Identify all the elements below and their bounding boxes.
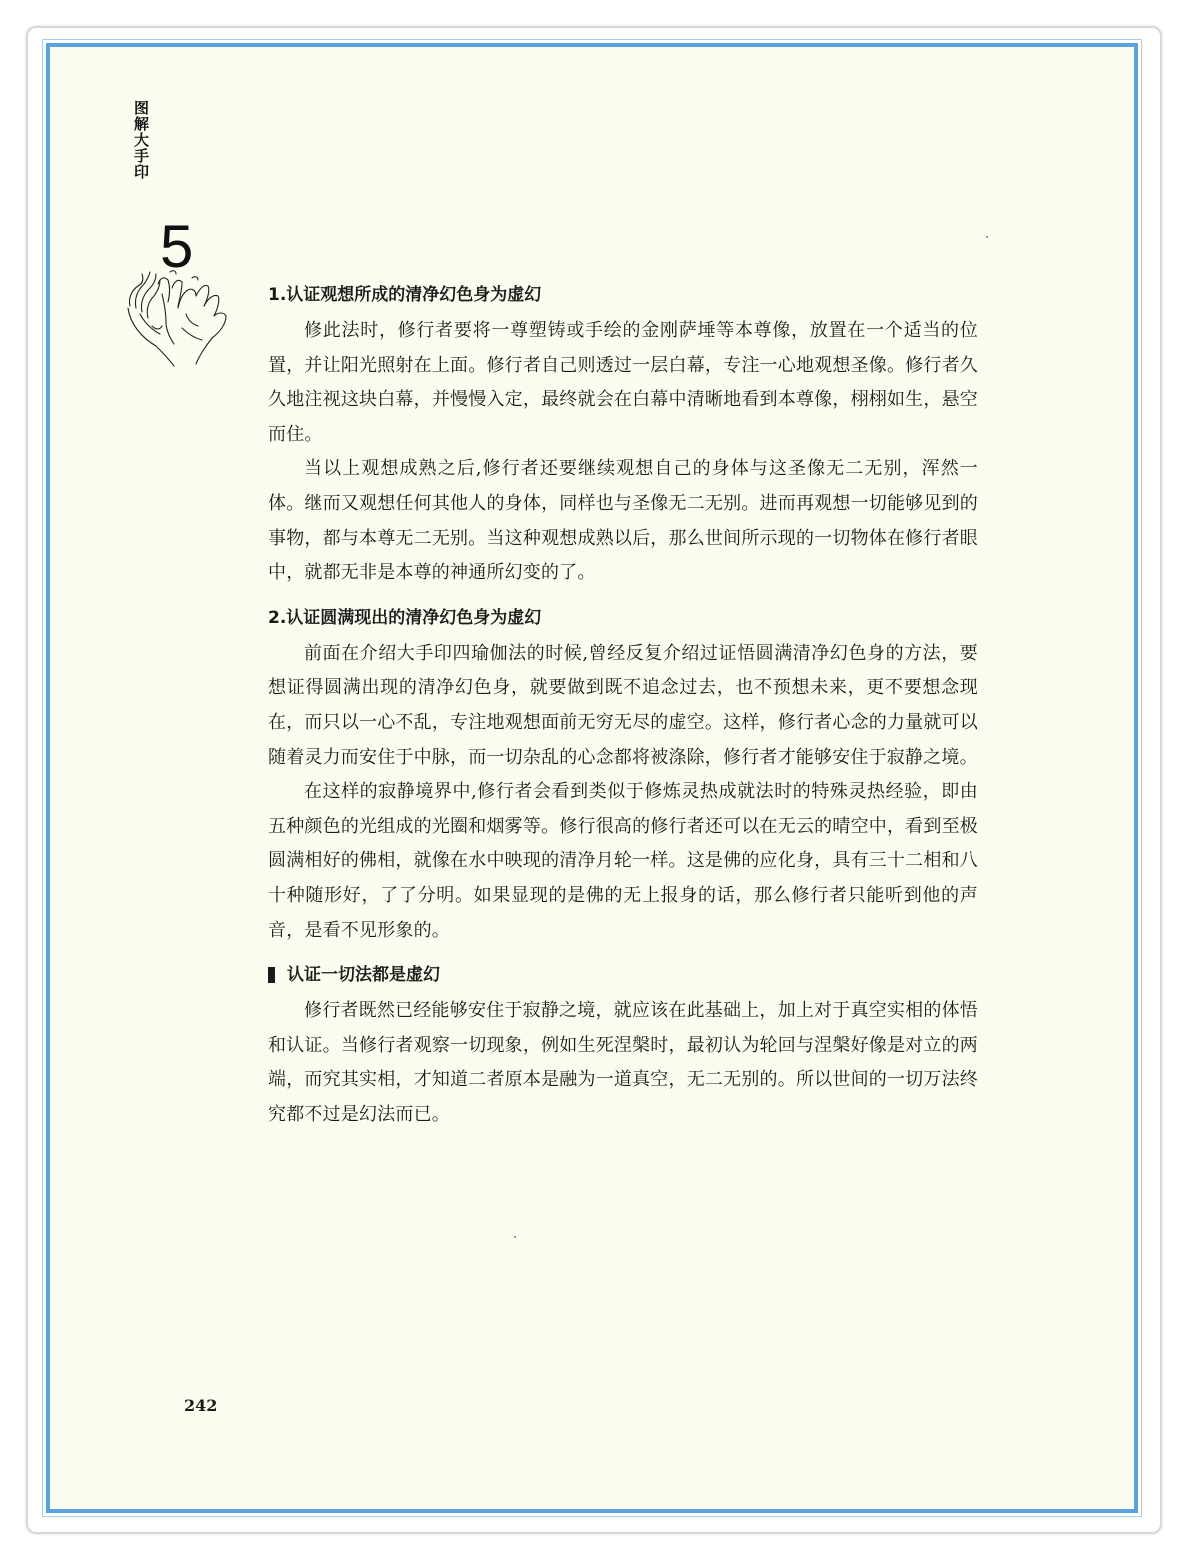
- section-heading: 2.认证圆满现出的清净幻色身为虚幻: [268, 607, 542, 628]
- heading-bar-marker: [268, 967, 275, 983]
- paragraph: 修行者既然已经能够安住于寂静之境，就应该在此基础上，加上对于真空实相的体悟和认证。当修行者观察一切现象，例如生死涅槃时，最初认为轮回与涅槃好像是对立的两端，而究其实相，才知道二者原本是融为一道真空，无二无别的。所以世间的一切万法终究都不过是幻法而已。: [268, 1000, 978, 1125]
- book-title-vertical: 图解大手印: [132, 100, 150, 180]
- paragraph: 修此法时，修行者要将一尊塑铸或手绘的金刚萨埵等本尊像，放置在一个适当的位置，并让阳光照射在上面。修行者自己则透过一层白幕，专注一心地观想圣像。修行者久久地注视这块白幕，并慢慢入定，最终就会在白幕中清晰地看到本尊像，栩栩如生，悬空而住。: [268, 320, 978, 445]
- section-2: [268, 605, 978, 948]
- speck: [986, 236, 988, 238]
- speck: [514, 1236, 516, 1238]
- section-heading: [268, 962, 978, 988]
- paragraph: 当以上观想成熟之后,修行者还要继续观想自己的身体与这圣像无二无别，浑然一体。继而又观想任何其他人的身体，同样也与圣像无二无别。进而再观想一切能够见到的事物，都与本尊无二无别。当这种观想成熟以后，那么世间所示现的一切物体在修行者眼中，就都无非是本尊的神通所幻变的了。: [268, 458, 978, 584]
- mudra-hands-illustration: [122, 268, 232, 368]
- section-heading: 1.认证观想所成的清净幻色身为虚幻: [268, 285, 542, 305]
- paragraph: 前面在介绍大手印四瑜伽法的时候,曾经反复介绍过证悟圆满清净幻色身的方法，要想证得圆满出现的清净幻色身，就要做到既不追念过去，也不预想未来，更不要想念现在，而只以一心不乱，专注地观想面前无穷无尽的虚空。这样，修行者心念的力量就可以随着灵力而安住于中脉，而一切杂乱的心念都将被涤除，修行者才能够安住于寂静之境。: [268, 642, 978, 768]
- main-content: [268, 282, 978, 1146]
- section-3: [268, 962, 978, 1132]
- paragraph: 在这样的寂静境界中,修行者会看到类似于修炼灵热成就法时的特殊灵热经验，即由五种颜色的光组成的光圈和烟雾等。修行很高的修行者还可以在无云的晴空中，看到至极圆满相好的佛相，就像在水中映现的清净月轮一样。这是佛的应化身，具有三十二相和八十种随形好，了了分明。如果显现的是佛的无上报身的话，那么修行者只能听到他的声音，是看不见形象的。: [268, 781, 978, 941]
- page-number: 242: [184, 1396, 218, 1415]
- section-heading-text: 认证一切法都是虚幻: [287, 965, 440, 986]
- section-1: [268, 282, 978, 591]
- chapter-number: 5: [160, 213, 194, 280]
